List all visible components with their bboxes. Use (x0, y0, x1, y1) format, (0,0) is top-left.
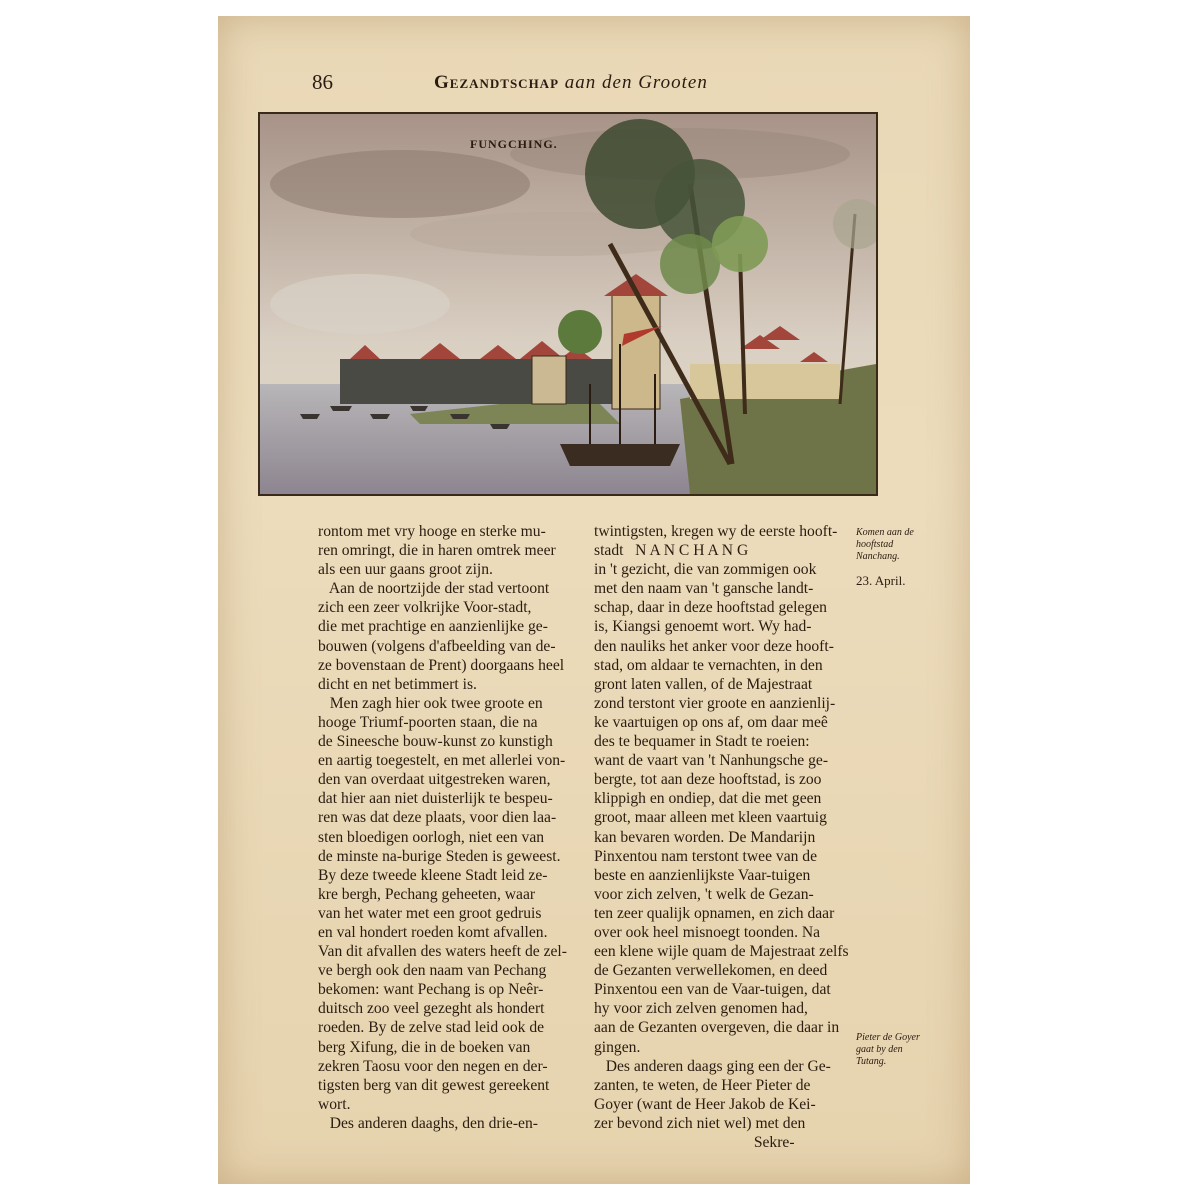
text-line: zekren Taosu voor den negen en der- (318, 1057, 548, 1075)
text-line: dicht en net betimmert is. (318, 675, 477, 693)
text-line: dat hier aan niet duisterlijk te bespeu- (318, 790, 553, 808)
cloud (270, 274, 450, 334)
text-line: gingen. (594, 1038, 641, 1056)
gate-tower (532, 356, 566, 404)
text-line: en val hondert roeden komt afvallen. (318, 923, 548, 941)
text-line: Pinxentou nam terstont twee van de (594, 847, 818, 865)
plate-illustration (260, 114, 876, 494)
text-line: kan bevaren worden. De Mandarijn (594, 828, 816, 846)
text-line: ke vaartuigen op ons af, om daar meê (594, 713, 828, 731)
text-line: zond terstont vier groote en aanzienlij- (594, 694, 836, 712)
text-line: aan de Gezanten overgeven, die daar in (594, 1019, 840, 1037)
text-line: hooge Triumf-poorten staan, die na (318, 713, 538, 731)
text-line: is, Kiangsi genoemt wort. Wy had- (594, 618, 812, 636)
text-line: ten zeer qualijk opnamen, en zich daar (594, 904, 835, 922)
text-line: rontom met vry hooge en sterke mu- (318, 523, 546, 540)
text-line: des te bequamer in Stadt te roeien: (594, 733, 810, 751)
text-line: een klene wijle quam de Majestraat zelfs (594, 943, 849, 961)
text-line: met den naam van 't gansche landt- (594, 580, 814, 598)
left-column (318, 522, 576, 1133)
engraved-plate (258, 112, 878, 496)
city-wall-right (690, 364, 840, 399)
text-line: want de vaart van 't Nanhungsche ge- (594, 752, 829, 770)
page-header (0, 70, 1200, 100)
text-line: Des anderen daaghs, den drie-en- (318, 1114, 538, 1132)
text-line: die met prachtige en aanzienlijke ge- (318, 618, 548, 636)
text-line: Men zagh hier ook twee groote en (318, 694, 543, 712)
text-line: berg Xifung, die in de boeken van (318, 1038, 531, 1056)
text-line: groot, maar alleen met kleen vaartuig (594, 809, 827, 827)
right-column (594, 522, 856, 1152)
text-line: Goyer (want de Heer Jakob de Kei- (594, 1095, 816, 1113)
text-line: hy voor zich zelven genomen had, (594, 1000, 808, 1018)
text-line: tigsten berg van dit gewest gereekent (318, 1076, 550, 1094)
palm-crown (660, 234, 720, 294)
text-line: Aan de noortzijde der stad vertoont (318, 580, 550, 598)
text-line: de minste na-burige Steden is geweest. (318, 847, 561, 865)
text-line: en aartig toegestelt, en met allerlei von- (318, 752, 566, 770)
text-line: bouwen (volgens d'afbeelding van de- (318, 637, 556, 655)
text-line: ren was dat deze plaats, voor dien laa- (318, 809, 557, 827)
text-line: Sekre- (594, 1134, 795, 1151)
text-line: klippigh en ondiep, dat die met geen (594, 790, 822, 808)
text-line: gront laten vallen, of de Majestraat (594, 675, 813, 693)
text-line: zich een zeer volkrijke Voor-stadt, (318, 599, 532, 617)
text-line: als een uur gaans groot zijn. (318, 561, 493, 579)
text-line: roeden. By de zelve stad leid ook de (318, 1019, 545, 1037)
running-head-subtitle: aan den Grooten (564, 72, 708, 93)
text-line: duitsch zoo veel gezeght als hondert (318, 1000, 545, 1018)
text-line: de Gezanten verwellekomen, en deed (594, 962, 828, 980)
text-line: schap, daar in deze hooftstad gelegen (594, 599, 827, 617)
margin-note-nanchang: Komen aan de hooftstad Nanchang. (856, 527, 914, 562)
text-line: kre bergh, Pechang geheeten, waar (318, 885, 536, 903)
city-wall (340, 359, 640, 404)
palm-crown (712, 216, 768, 272)
text-line: over ook heel misnoegt toonden. Na (594, 923, 821, 941)
bush (558, 310, 602, 354)
plate-caption: FUNGCHING. (470, 137, 558, 151)
text-line: beste en aanzienlijkste Vaar-tuigen (594, 866, 811, 884)
text-line: By deze tweede kleene Stadt leid ze- (318, 866, 548, 884)
running-head (434, 72, 708, 94)
text-line: wort. (318, 1095, 351, 1113)
text-line: zanten, te weten, de Heer Pieter de (594, 1076, 811, 1094)
text-line: ve bergh ook den naam van Pechang (318, 962, 547, 980)
text-line: Van dit afvallen des waters heeft de zel- (318, 943, 567, 961)
text-line: van het water met een groot gedruis (318, 904, 542, 922)
cloud (270, 150, 530, 218)
margin-note-goyer: Pieter de Goyer gaat by den Tutang. (856, 1032, 920, 1067)
text-line: stadt N A N C H A N G (594, 542, 749, 560)
text-line: bekomen: want Pechang is op Neêr- (318, 981, 544, 999)
text-line: sten bloedigen oorlogh, niet een van (318, 828, 545, 846)
text-line: zer bevond zich niet wel) met den (594, 1114, 806, 1132)
ship-hull (560, 444, 680, 466)
text-line: stad, om aldaar te vernachten, in den (594, 656, 823, 674)
text-line: ze bovenstaan de Prent) doorgaans heel (318, 656, 565, 674)
text-line: de Sineesche bouw-kunst zo kunstigh (318, 733, 553, 751)
text-line: voor zich zelven, 't welk de Gezan- (594, 885, 814, 903)
text-line: Des anderen daags ging een der Ge- (594, 1057, 831, 1075)
text-line: bergte, tot aan deze hooftstad, is zoo (594, 771, 822, 789)
text-line: in 't gezicht, die van zommigen ook (594, 561, 817, 579)
text-line: den nauliks het anker voor deze hooft- (594, 637, 834, 655)
text-line: den van overdaat uitgestreken waren, (318, 771, 551, 789)
text-line: ren omringt, die in haren omtrek meer (318, 542, 556, 560)
page-number: 86 (312, 70, 333, 94)
text-line: twintigsten, kregen wy de eerste hooft- (594, 523, 838, 540)
margin-note-date: 23. April. (856, 573, 906, 588)
running-head-title: Gezandtschap (434, 72, 560, 93)
text-line: Pinxentou een van de Vaar-tuigen, dat (594, 981, 831, 999)
